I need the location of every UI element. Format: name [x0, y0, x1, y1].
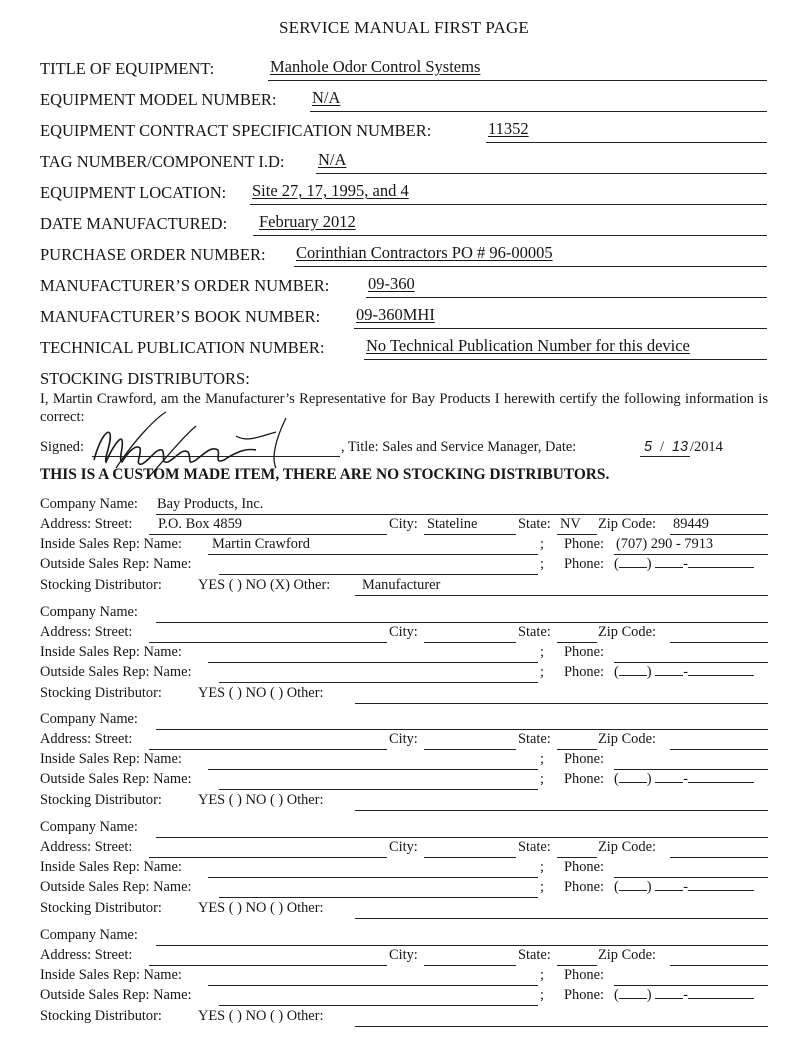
zip-field[interactable] [670, 857, 768, 858]
date-year: /2014 [690, 439, 723, 455]
stocking-options[interactable]: YES ( ) NO ( ) Other: [198, 1008, 324, 1024]
company-field[interactable] [156, 729, 768, 730]
custom-notice: THIS IS A CUSTOM MADE ITEM, THERE ARE NO STOCKING DISTRIBUTORS. [40, 466, 610, 483]
field-contract-spec [40, 118, 767, 144]
zip-label: Zip Code: [598, 731, 656, 747]
field-value: 11352 [488, 119, 529, 138]
outside-phone-label: Phone: [564, 771, 604, 787]
outside-rep-field[interactable] [219, 682, 538, 683]
date-slash: / [660, 439, 664, 455]
company-label: Company Name: [40, 604, 138, 620]
outside-phone-template[interactable]: ( ) - [614, 879, 754, 896]
separator: ; [540, 556, 544, 572]
stocking-options[interactable]: YES ( ) NO ( ) Other: [198, 685, 324, 701]
inside-phone-label: Phone: [564, 859, 604, 875]
field-value: Corinthian Contractors PO # 96-00005 [296, 243, 553, 262]
field-value: February 2012 [259, 212, 356, 231]
outside-rep-field[interactable] [219, 574, 538, 575]
field-label: TITLE OF EQUIPMENT: [40, 59, 215, 78]
city-label: City: [389, 839, 418, 855]
field-value: 09-360MHI [356, 305, 435, 324]
other-field[interactable] [355, 703, 768, 704]
inside-rep-label: Inside Sales Rep: Name: [40, 644, 182, 660]
zip-field[interactable] [670, 534, 768, 535]
street-value: P.O. Box 4859 [158, 516, 242, 532]
inside-rep-label: Inside Sales Rep: Name: [40, 967, 182, 983]
inside-rep-field[interactable] [208, 662, 538, 663]
inside-phone-field[interactable] [614, 554, 768, 555]
inside-phone-label: Phone: [564, 536, 604, 552]
field-value: N/A [312, 88, 341, 107]
inside-rep-field[interactable] [208, 554, 538, 555]
inside-phone-field[interactable] [614, 769, 768, 770]
company-label: Company Name: [40, 927, 138, 943]
inside-rep-value: Martin Crawford [212, 536, 310, 552]
state-label: State: [518, 731, 551, 747]
outside-rep-field[interactable] [219, 897, 538, 898]
field-tech-publication [40, 335, 767, 361]
separator: ; [540, 967, 544, 983]
zip-field[interactable] [670, 965, 768, 966]
outside-phone-template[interactable]: ( ) - [614, 556, 754, 573]
zip-label: Zip Code: [598, 839, 656, 855]
state-value: NV [560, 516, 581, 532]
state-label: State: [518, 947, 551, 963]
inside-phone-field[interactable] [614, 662, 768, 663]
stocking-heading: STOCKING DISTRIBUTORS: [40, 369, 250, 388]
street-label: Address: Street: [40, 624, 133, 640]
outside-phone-label: Phone: [564, 879, 604, 895]
separator: ; [540, 859, 544, 875]
street-label: Address: Street: [40, 516, 133, 532]
city-field[interactable] [424, 749, 516, 750]
separator: ; [540, 751, 544, 767]
stocking-distributor-label: Stocking Distributor: [40, 792, 162, 808]
stocking-options[interactable]: YES ( ) NO ( ) Other: [198, 900, 324, 916]
company-field[interactable] [156, 945, 768, 946]
other-value: Manufacturer [362, 577, 441, 593]
other-field[interactable] [355, 918, 768, 919]
outside-rep-label: Outside Sales Rep: Name: [40, 771, 192, 787]
street-field[interactable] [149, 749, 387, 750]
city-label: City: [389, 947, 418, 963]
street-label: Address: Street: [40, 839, 133, 855]
inside-phone-value: (707) 290 - 7913 [616, 536, 714, 552]
zip-value: 89449 [673, 516, 709, 532]
inside-phone-field[interactable] [614, 985, 768, 986]
company-label: Company Name: [40, 496, 138, 512]
state-field[interactable] [557, 965, 597, 966]
inside-rep-field[interactable] [208, 985, 538, 986]
signature-text: M Crawford [96, 486, 102, 487]
field-tag-number [40, 149, 767, 175]
outside-rep-field[interactable] [219, 1005, 538, 1006]
company-field[interactable] [156, 514, 768, 515]
title-label: , Title: Sales and Service Manager, Date: [341, 439, 577, 455]
outside-phone-template[interactable]: ( ) - [614, 664, 754, 681]
inside-rep-label: Inside Sales Rep: Name: [40, 536, 182, 552]
stocking-distributor-label: Stocking Distributor: [40, 900, 162, 916]
field-mfr-book-number [40, 304, 767, 330]
company-label: Company Name: [40, 819, 138, 835]
field-line[interactable] [316, 151, 767, 174]
stocking-distributor-label: Stocking Distributor: [40, 577, 162, 593]
city-field[interactable] [424, 965, 516, 966]
city-label: City: [389, 516, 418, 532]
signed-label: Signed: [40, 439, 84, 455]
inside-phone-label: Phone: [564, 967, 604, 983]
certification-text: I, Martin Crawford, am the Manufacturer’s Representative for Bay Products I herewith certify the following information is correct: [40, 391, 768, 425]
stocking-options[interactable]: YES ( ) NO ( ) Other: [198, 792, 324, 808]
field-date-manufactured [40, 211, 767, 237]
field-value: 09-360 [368, 274, 415, 293]
date-line [640, 456, 690, 457]
date-day[interactable] [672, 439, 688, 456]
street-field[interactable] [149, 642, 387, 643]
date-day-value: 13 [672, 439, 689, 455]
separator: ; [540, 536, 544, 552]
field-value: No Technical Publication Number for this device [366, 336, 690, 355]
field-label: TECHNICAL PUBLICATION NUMBER: [40, 338, 325, 357]
zip-field[interactable] [670, 642, 768, 643]
city-label: City: [389, 624, 418, 640]
field-value: Site 27, 17, 1995, and 4 [252, 181, 409, 200]
field-label: PURCHASE ORDER NUMBER: [40, 245, 266, 264]
separator: ; [540, 644, 544, 660]
date-month[interactable] [644, 439, 652, 456]
field-value: Manhole Odor Control Systems [270, 57, 481, 76]
field-label: MANUFACTURER’S BOOK NUMBER: [40, 307, 321, 326]
city-value: Stateline [427, 516, 478, 532]
field-label: EQUIPMENT CONTRACT SPECIFICATION NUMBER: [40, 121, 432, 140]
company-field[interactable] [156, 622, 768, 623]
other-field[interactable] [355, 810, 768, 811]
outside-rep-label: Outside Sales Rep: Name: [40, 664, 192, 680]
page-title: SERVICE MANUAL FIRST PAGE [278, 18, 530, 37]
field-line[interactable] [253, 213, 767, 236]
field-model-number [40, 87, 767, 113]
other-field[interactable] [355, 1026, 768, 1027]
company-field[interactable] [156, 837, 768, 838]
inside-rep-label: Inside Sales Rep: Name: [40, 751, 182, 767]
date-month-value: 5 [644, 439, 653, 455]
inside-phone-label: Phone: [564, 751, 604, 767]
state-field[interactable] [557, 642, 597, 643]
outside-rep-label: Outside Sales Rep: Name: [40, 556, 192, 572]
street-label: Address: Street: [40, 947, 133, 963]
field-label: MANUFACTURER’S ORDER NUMBER: [40, 276, 330, 295]
stocking-distributor-label: Stocking Distributor: [40, 1008, 162, 1024]
street-label: Address: Street: [40, 731, 133, 747]
field-line[interactable] [310, 89, 767, 112]
outside-phone-label: Phone: [564, 987, 604, 1003]
city-field[interactable] [424, 534, 516, 535]
outside-phone-label: Phone: [564, 664, 604, 680]
inside-rep-field[interactable] [208, 877, 538, 878]
state-label: State: [518, 839, 551, 855]
stocking-options[interactable]: YES ( ) NO (X) Other: [198, 577, 331, 593]
zip-label: Zip Code: [598, 947, 656, 963]
outside-rep-field[interactable] [219, 789, 538, 790]
stocking-distributor-label: Stocking Distributor: [40, 685, 162, 701]
street-field[interactable] [149, 965, 387, 966]
city-field[interactable] [424, 642, 516, 643]
field-value: N/A [318, 150, 347, 169]
company-value: Bay Products, Inc. [157, 496, 264, 512]
field-line[interactable] [294, 244, 767, 267]
outside-phone-template[interactable]: ( ) - [614, 771, 754, 788]
separator: ; [540, 664, 544, 680]
field-label: DATE MANUFACTURED: [40, 214, 228, 233]
field-line[interactable] [366, 275, 767, 298]
separator: ; [540, 879, 544, 895]
field-mfr-order-number [40, 273, 767, 299]
field-line[interactable] [364, 337, 767, 360]
zip-label: Zip Code: [598, 624, 656, 640]
street-field[interactable] [149, 534, 387, 535]
field-purchase-order [40, 242, 767, 268]
field-title-of-equipment [40, 56, 767, 82]
field-location [40, 180, 767, 206]
state-label: State: [518, 516, 551, 532]
inside-rep-field[interactable] [208, 769, 538, 770]
field-line[interactable] [354, 306, 767, 329]
field-line[interactable] [268, 58, 767, 81]
outside-rep-label: Outside Sales Rep: Name: [40, 987, 192, 1003]
inside-phone-label: Phone: [564, 644, 604, 660]
zip-label: Zip Code: [598, 516, 656, 532]
field-label: EQUIPMENT LOCATION: [40, 183, 227, 202]
other-field[interactable] [355, 595, 768, 596]
inside-phone-field[interactable] [614, 877, 768, 878]
company-label: Company Name: [40, 711, 138, 727]
state-field[interactable] [557, 857, 597, 858]
field-label: EQUIPMENT MODEL NUMBER: [40, 90, 277, 109]
state-field[interactable] [557, 749, 597, 750]
field-line[interactable] [250, 182, 767, 205]
city-label: City: [389, 731, 418, 747]
zip-field[interactable] [670, 749, 768, 750]
outside-phone-label: Phone: [564, 556, 604, 572]
state-label: State: [518, 624, 551, 640]
outside-phone-template[interactable]: ( ) - [614, 987, 754, 1004]
street-field[interactable] [149, 857, 387, 858]
field-line[interactable] [486, 120, 767, 143]
separator: ; [540, 987, 544, 1003]
state-field[interactable] [557, 534, 597, 535]
field-label: TAG NUMBER/COMPONENT I.D: [40, 152, 285, 171]
inside-rep-label: Inside Sales Rep: Name: [40, 859, 182, 875]
city-field[interactable] [424, 857, 516, 858]
separator: ; [540, 771, 544, 787]
outside-rep-label: Outside Sales Rep: Name: [40, 879, 192, 895]
